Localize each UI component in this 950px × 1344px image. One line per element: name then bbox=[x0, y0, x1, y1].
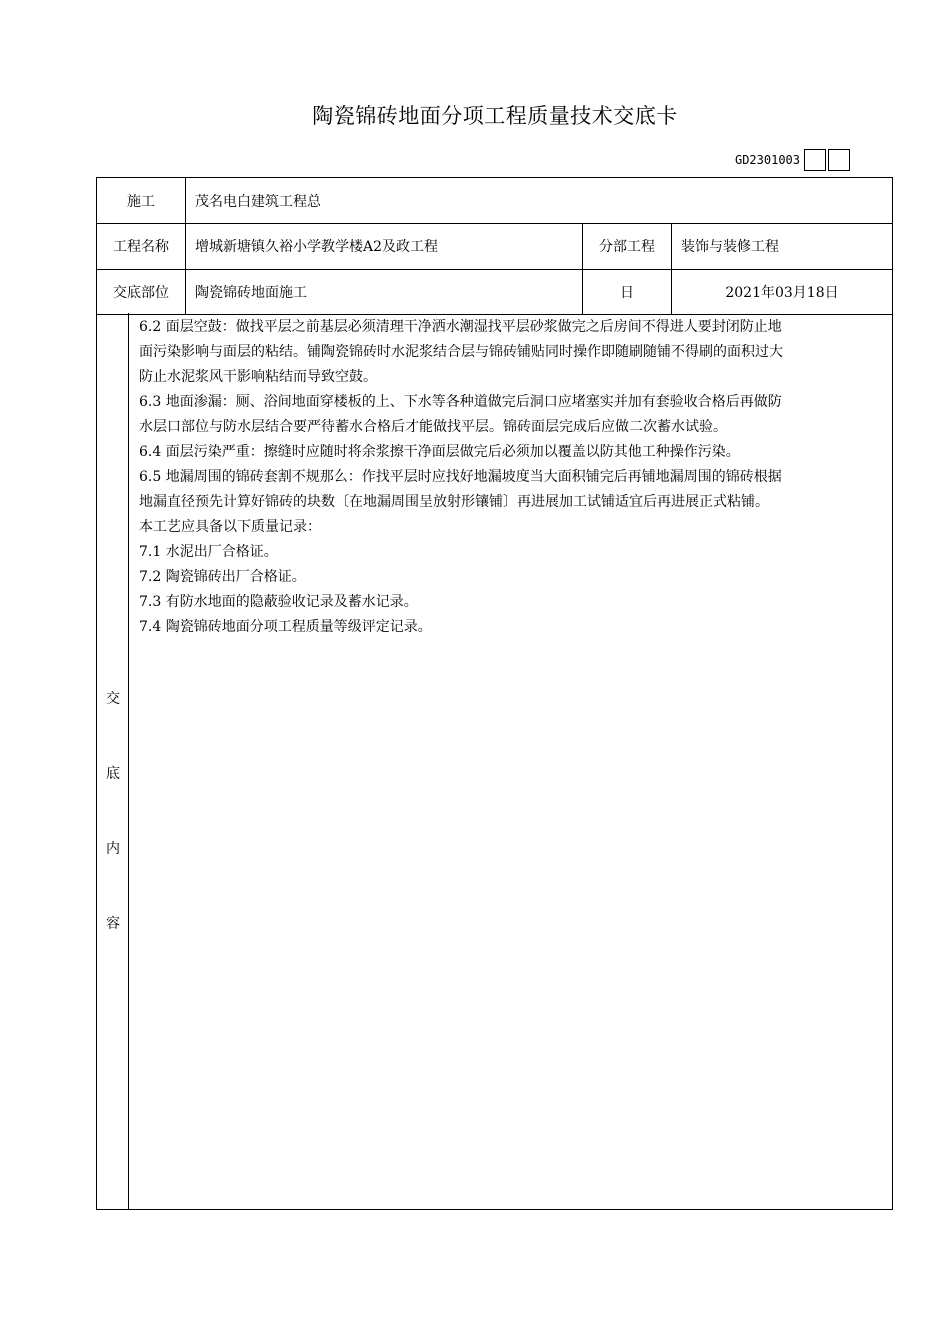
label-project-name: 工程名称 bbox=[113, 239, 169, 255]
content-line: 7.4 陶瓷锦砖地面分项工程质量等级评定记录。 bbox=[139, 619, 432, 635]
row-location bbox=[97, 269, 892, 315]
page-title: 陶瓷锦砖地面分项工程质量技术交底卡 bbox=[312, 104, 678, 128]
content-line: 6.5 地漏周围的锦砖套割不规那么：作找平层时应找好地漏坡度当大面积铺完后再铺地漏周围的锦砖根据 bbox=[139, 469, 782, 485]
value-location: 陶瓷锦砖地面施工 bbox=[185, 269, 582, 314]
content-line: 地漏直径预先计算好锦砖的块数〔在地漏周围呈放射形镶铺〕再进展加工试铺适宜后再进展正式粘铺。 bbox=[139, 494, 769, 510]
content-line: 6.4 面层污染严重：擦缝时应随时将余浆擦干净面层做完后必须加以覆盖以防其他工种操作污染。 bbox=[139, 444, 740, 460]
content-line: 本工艺应具备以下质量记录： bbox=[139, 519, 321, 535]
value-sub-project: 装饰与装修工程 bbox=[671, 223, 892, 269]
row-construction bbox=[97, 178, 892, 224]
code-box-1 bbox=[804, 149, 826, 171]
label-date: 日 bbox=[582, 269, 671, 314]
doc-code-row bbox=[735, 148, 850, 172]
content-line: 6.2 面层空鼓：做找平层之前基层必须清理干净洒水潮湿找平层砂浆做完之后房间不得进人要封闭防止地 bbox=[139, 319, 782, 335]
content-line: 7.2 陶瓷锦砖出厂合格证。 bbox=[139, 569, 306, 585]
content-line: 面污染影响与面层的粘结。铺陶瓷锦砖时水泥浆结合层与锦砖铺贴同时操作即随刷随铺不得刷的面积过大 bbox=[139, 344, 783, 360]
content-line: 7.1 水泥出厂合格证。 bbox=[139, 544, 278, 560]
value-construction: 茂名电白建筑工程总 bbox=[185, 178, 892, 223]
label-construction: 施工 bbox=[127, 193, 155, 210]
value-project-name: 增城新塘镇久裕小学教学楼A2及政工程 bbox=[185, 223, 582, 269]
content-line: 防止水泥浆风干影响粘结而导致空鼓。 bbox=[139, 369, 377, 385]
side-label-char: 底 bbox=[106, 766, 120, 782]
code-box-2 bbox=[828, 149, 850, 171]
content-line: 6.3 地面渗漏：厕、浴间地面穿楼板的上、下水等各种道做完后洞口应堵塞实并加有套验收合格后再做防 bbox=[139, 394, 782, 410]
label-sub-project: 分部工程 bbox=[582, 223, 671, 269]
briefing-content bbox=[139, 315, 882, 640]
content-line: 水层口部位与防水层结合要严待蓄水合格后才能做找平层。锦砖面层完成后应做二次蓄水试验。 bbox=[139, 419, 727, 435]
side-label-char: 交 bbox=[106, 691, 120, 707]
side-label-char: 内 bbox=[106, 841, 120, 857]
label-location: 交底部位 bbox=[113, 284, 169, 301]
doc-code: GD2301003 bbox=[734, 153, 800, 167]
side-label-char: 容 bbox=[106, 916, 120, 932]
side-label-column bbox=[97, 313, 129, 1209]
content-line: 7.3 有防水地面的隐蔽验收记录及蓄水记录。 bbox=[139, 594, 418, 610]
form-table bbox=[96, 177, 893, 1210]
row-project bbox=[97, 223, 892, 270]
value-date: 2021年03月18日 bbox=[671, 269, 892, 314]
